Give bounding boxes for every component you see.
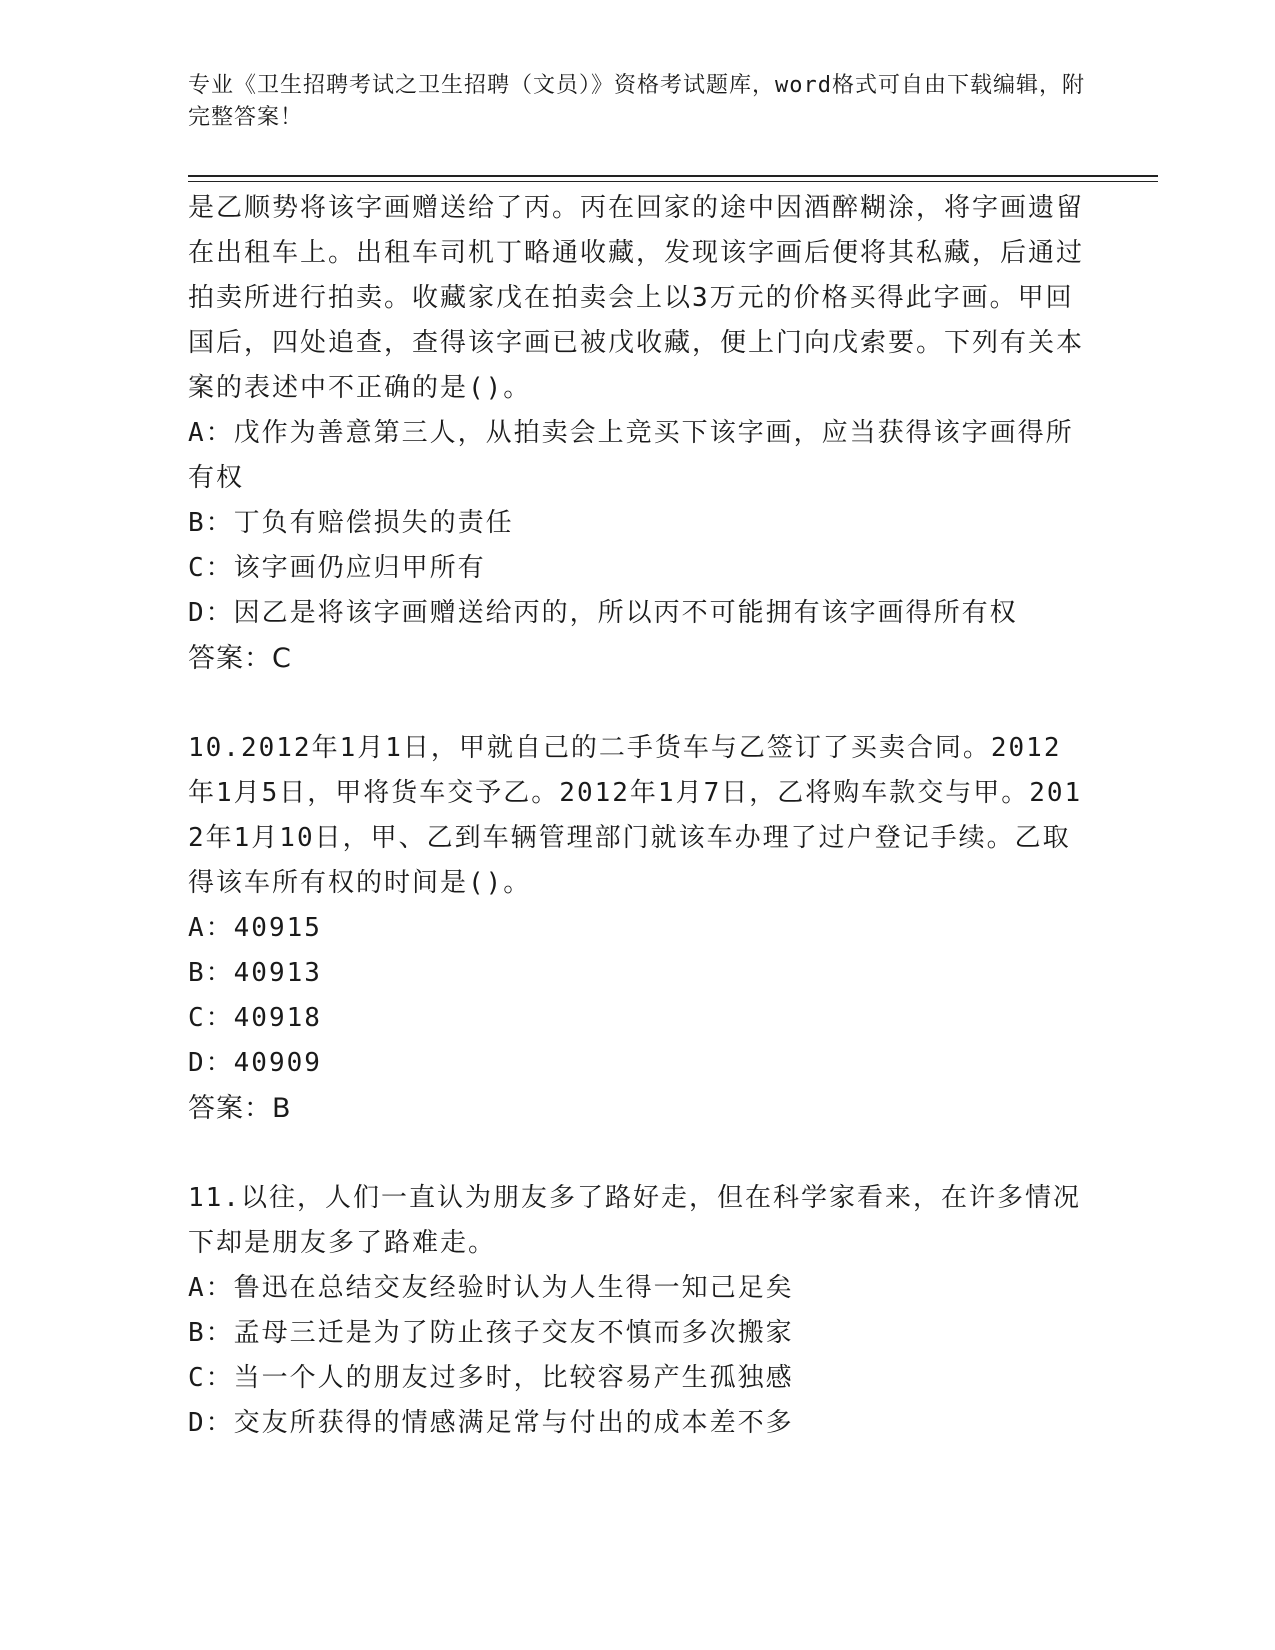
question-option: B：孟母三迁是为了防止孩子交友不慎而多次搬家 bbox=[188, 1318, 794, 1348]
document-content bbox=[188, 186, 1088, 1446]
question-block bbox=[188, 1176, 1088, 1446]
question-option: C：该字画仍应归甲所有 bbox=[188, 553, 486, 583]
document-page bbox=[188, 70, 1158, 1446]
question-option: B：40913 bbox=[188, 958, 322, 988]
document-header: 专业《卫生招聘考试之卫生招聘（文员）》资格考试题库，word格式可自由下载编辑，附完整答案！ bbox=[188, 73, 1085, 130]
question-spacer bbox=[188, 681, 1088, 726]
question-option: A：鲁迅在总结交友经验时认为人生得一知己足矣 bbox=[188, 1273, 794, 1303]
question-block bbox=[188, 726, 1088, 1131]
question-spacer bbox=[188, 1131, 1088, 1176]
question-stem: 是乙顺势将该字画赠送给了丙。丙在回家的途中因酒醉糊涂，将字画遗留在出租车上。出租车司机丁略通收藏，发现该字画后便将其私藏，后通过拍卖所进行拍卖。收藏家戊在拍卖会上以3万元的价格买得此字画。甲回国后，四处追查，查得该字画已被戊收藏，便上门向戊索要。下列有关本案的表述中不正确的是()。 bbox=[188, 193, 1085, 403]
question-stem: 11.以往，人们一直认为朋友多了路好走，但在科学家看来，在许多情况下却是朋友多了路难走。 bbox=[188, 1183, 1081, 1258]
question-option: D：交友所获得的情感满足常与付出的成本差不多 bbox=[188, 1408, 794, 1438]
question-option: D：因乙是将该字画赠送给丙的，所以丙不可能拥有该字画得所有权 bbox=[188, 598, 1018, 628]
question-option: A：40915 bbox=[188, 913, 322, 943]
header-divider bbox=[188, 175, 1158, 182]
question-block bbox=[188, 186, 1088, 681]
question-stem: 10.2012年1月1日，甲就自己的二手货车与乙签订了买卖合同。2012年1月5日，甲将货车交予乙。2012年1月7日，乙将购车款交与甲。2012年1月10日，甲、乙到车辆管理部门就该车办理了过户登记手续。乙取得该车所有权的时间是()。 bbox=[188, 733, 1083, 898]
question-option: D：40909 bbox=[188, 1048, 322, 1078]
question-answer: 答案：B bbox=[188, 1093, 292, 1124]
question-option: A：戊作为善意第三人，从拍卖会上竞买下该字画，应当获得该字画得所有权 bbox=[188, 418, 1074, 493]
question-option: B：丁负有赔偿损失的责任 bbox=[188, 508, 514, 538]
question-option: C：40918 bbox=[188, 1003, 322, 1033]
question-option: C：当一个人的朋友过多时，比较容易产生孤独感 bbox=[188, 1363, 794, 1393]
question-answer: 答案：C bbox=[188, 643, 292, 674]
